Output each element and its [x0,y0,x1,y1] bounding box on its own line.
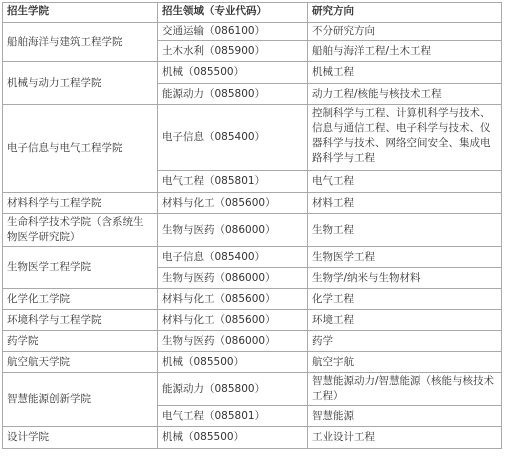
table-row [3,427,502,449]
table-row [3,373,502,406]
field-cell: 交通运输（086100） [158,23,308,41]
direction-cell: 生物医学工程 [308,247,502,268]
college-cell: 生命科学技术学院（含系统生物医学研究院） [3,214,158,247]
direction-cell: 不分研究方向 [308,23,502,41]
college-cell: 机械与动力工程学院 [3,62,158,105]
direction-cell: 环境工程 [308,310,502,331]
table-row [3,352,502,373]
table-row [3,193,502,214]
table-row [3,310,502,331]
field-cell: 电气工程（085801） [158,406,308,427]
field-cell: 材料与化工（085600） [158,289,308,310]
field-cell: 机械（085500） [158,62,308,84]
field-cell: 电气工程（085801） [158,171,308,193]
direction-cell: 生物工程 [308,214,502,247]
table-row [3,247,502,268]
field-cell: 材料与化工（085600） [158,310,308,331]
header-college: 招生学院 [3,3,158,23]
field-cell: 能源动力（085800） [158,373,308,406]
direction-cell: 智慧能源动力/智慧能源（核能与核技术工程） [308,373,502,406]
table-row [3,214,502,247]
college-cell: 智慧能源创新学院 [3,373,158,427]
college-cell: 航空航天学院 [3,352,158,373]
direction-cell: 控制科学与工程、计算机科学与技术、信息与通信工程、电子科学与技术、仪器科学与技术、网络空间安全、集成电路科学与工程 [308,105,502,171]
field-cell: 机械（085500） [158,352,308,373]
college-cell: 药学院 [3,331,158,352]
direction-cell: 船舶与海洋工程/土木工程 [308,41,502,62]
field-cell: 机械（085500） [158,427,308,449]
header-direction: 研究方向 [308,3,502,23]
field-cell: 电子信息（085400） [158,247,308,268]
direction-cell: 化学工程 [308,289,502,310]
field-cell: 能源动力（085800） [158,84,308,105]
college-cell: 材料科学与工程学院 [3,193,158,214]
direction-cell: 材料工程 [308,193,502,214]
college-cell: 生物医学工程学院 [3,247,158,289]
table-row [3,23,502,41]
admissions-table [2,2,502,449]
direction-cell: 药学 [308,331,502,352]
table-row [3,105,502,171]
table-row [3,62,502,84]
table-row [3,331,502,352]
college-cell: 电子信息与电气工程学院 [3,105,158,193]
field-cell: 材料与化工（085600） [158,193,308,214]
header-field: 招生领域（专业代码） [158,3,308,23]
direction-cell: 工业设计工程 [308,427,502,449]
direction-cell: 航空宇航 [308,352,502,373]
field-cell: 生物与医药（086000） [158,268,308,289]
direction-cell: 智慧能源 [308,406,502,427]
field-cell: 生物与医药（086000） [158,331,308,352]
college-cell: 船舶海洋与建筑工程学院 [3,23,158,62]
table-row [3,289,502,310]
direction-cell: 机械工程 [308,62,502,84]
direction-cell: 电气工程 [308,171,502,193]
field-cell: 电子信息（085400） [158,105,308,171]
college-cell: 设计学院 [3,427,158,449]
field-cell: 生物与医药（086000） [158,214,308,247]
college-cell: 环境科学与工程学院 [3,310,158,331]
field-cell: 土木水利（085900） [158,41,308,62]
direction-cell: 动力工程/核能与核技术工程 [308,84,502,105]
college-cell: 化学化工学院 [3,289,158,310]
direction-cell: 生物学/纳米与生物材料 [308,268,502,289]
table-header-row [3,3,502,23]
